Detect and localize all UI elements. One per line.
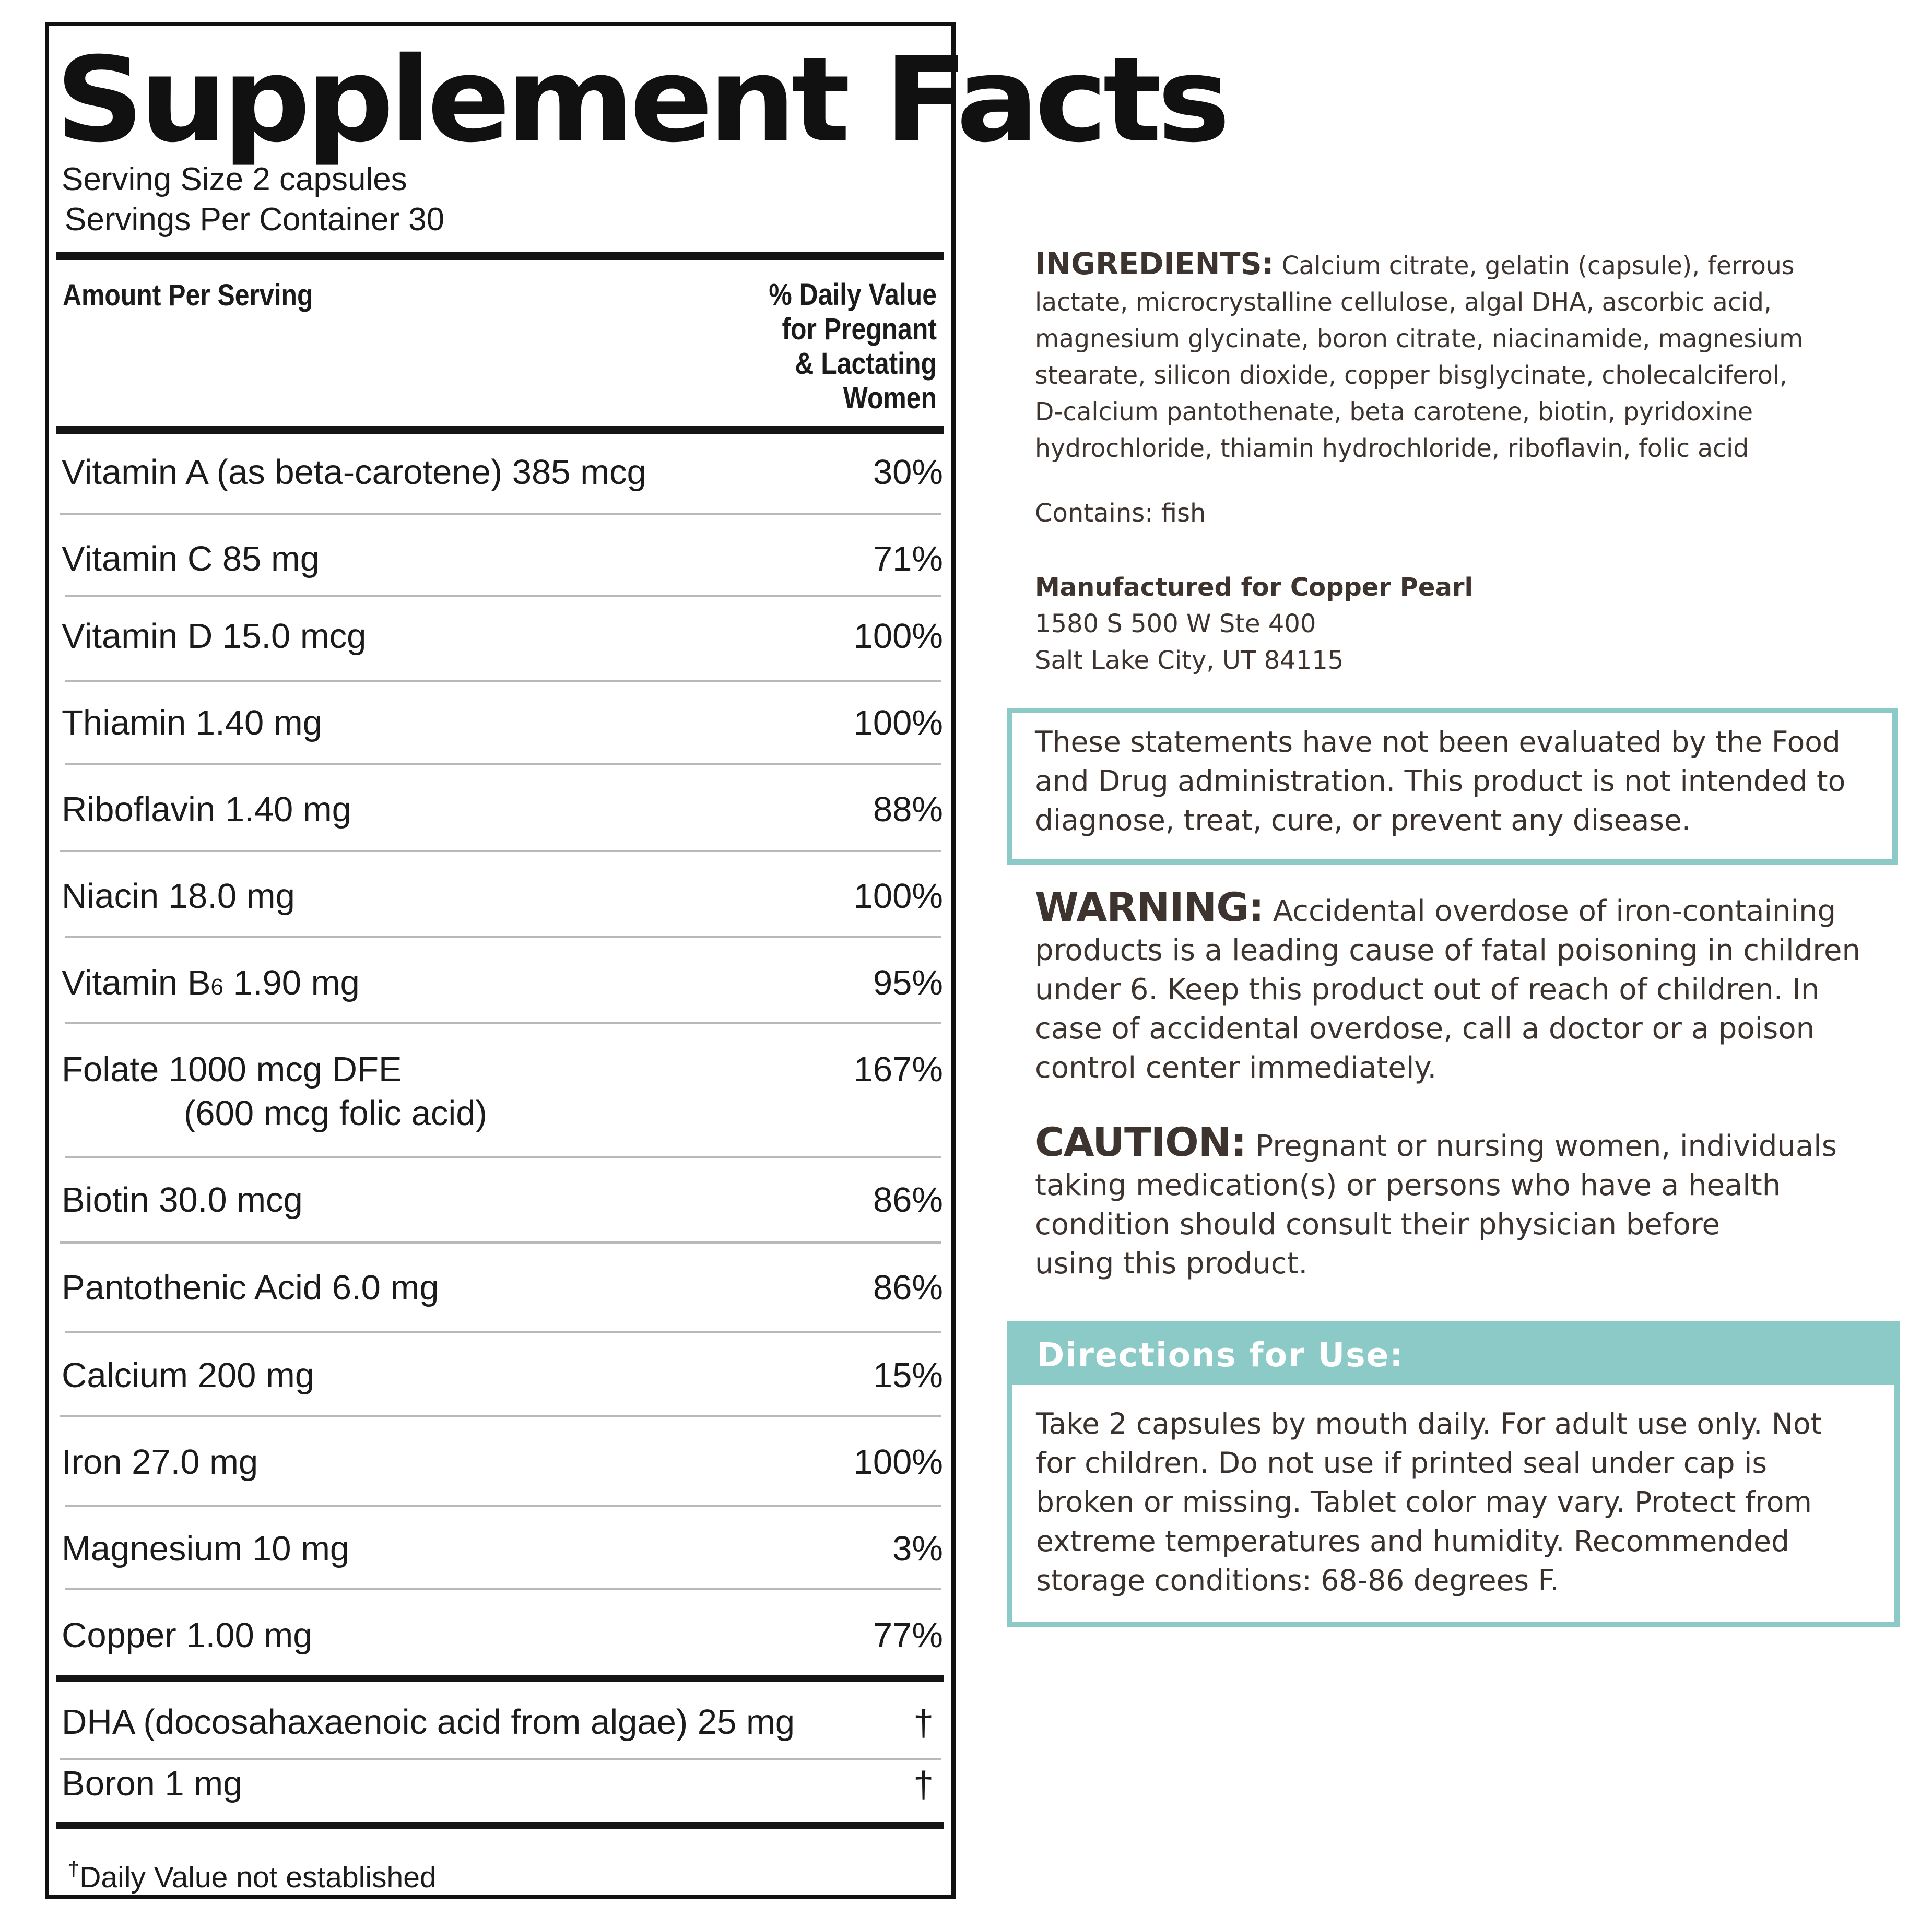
nutrient-dv: 15% <box>873 1356 943 1395</box>
nutrient-name: Pantothenic Acid 6.0 mg <box>62 1268 439 1307</box>
footnote <box>68 1858 437 1895</box>
nutrient-name: Vitamin D 15.0 mcg <box>62 617 367 656</box>
warning-line: control center immediately. <box>1035 1051 1437 1085</box>
nutrient-name: Iron 27.0 mg <box>62 1442 258 1482</box>
warning-line: case of accidental overdose, call a doctor or a poison <box>1035 1012 1815 1046</box>
dv-header-line: for Pregnant <box>782 312 937 346</box>
nutrient-name: Calcium 200 mg <box>62 1356 315 1395</box>
row-divider <box>65 936 941 938</box>
nutrient-name: Niacin 18.0 mg <box>62 877 295 916</box>
row-divider <box>65 1588 941 1590</box>
row-divider <box>65 1331 941 1333</box>
nutrient-name: Magnesium 10 mg <box>62 1529 350 1568</box>
ingredients-line <box>1035 245 1803 284</box>
other-ingredient-name: DHA (docosahaxaenoic acid from algae) 25 mg <box>62 1702 795 1742</box>
fda-disclaimer-box <box>1007 708 1898 865</box>
ingredients-block <box>1035 245 1803 467</box>
directions-line: for children. Do not use if printed seal under cap is <box>1036 1446 1768 1480</box>
caution-line: using this product. <box>1035 1247 1308 1281</box>
nutrient-dv: 100% <box>853 617 943 656</box>
dv-header-line: Women <box>843 381 937 415</box>
daily-value-header <box>769 278 937 416</box>
nutrient-dv: 71% <box>873 539 943 578</box>
row-divider <box>60 513 941 515</box>
nutrient-dv: 100% <box>853 877 943 916</box>
nutrient-dv: 100% <box>853 1442 943 1482</box>
directions-title: Directions for Use: <box>1012 1326 1894 1385</box>
nutrient-amount: 1.90 mg <box>223 963 360 1002</box>
nutrient-name: Folate 1000 mcg DFE <box>62 1050 402 1089</box>
row-divider <box>65 1022 941 1024</box>
fda-disclaimer-text <box>1035 723 1845 840</box>
caution-line <box>1035 1119 1837 1166</box>
row-divider <box>60 1758 941 1760</box>
thick-divider <box>56 426 944 434</box>
manufacturer-address-line: 1580 S 500 W Ste 400 <box>1035 609 1316 638</box>
nutrient-name-text: Vitamin B <box>62 963 211 1002</box>
ingredients-line: D-calcium pantothenate, beta carotene, biotin, pyridoxine <box>1035 397 1753 427</box>
caution-text: Pregnant or nursing women, individuals <box>1255 1129 1837 1163</box>
directions-line: storage conditions: 68-86 degrees F. <box>1036 1564 1559 1597</box>
directions-line: broken or missing. Tablet color may vary. Protect from <box>1036 1485 1812 1519</box>
dv-header-line: & Lactating <box>795 347 937 381</box>
row-divider <box>65 763 941 765</box>
nutrient-dv: 167% <box>853 1050 943 1089</box>
footnote-text: Daily Value not established <box>79 1861 437 1894</box>
caution-line: condition should consult their physician before <box>1035 1208 1720 1241</box>
warning-line: under 6. Keep this product out of reach of children. In <box>1035 973 1820 1007</box>
nutrient-name <box>62 963 360 1003</box>
thick-divider <box>56 1675 944 1682</box>
nutrient-dv: 100% <box>853 703 943 742</box>
nutrient-dv: 86% <box>873 1268 943 1307</box>
row-divider <box>65 1156 941 1158</box>
manufacturer-block <box>1035 569 1473 679</box>
amount-per-serving-header: Amount Per Serving <box>63 278 313 312</box>
row-divider <box>65 595 941 597</box>
row-divider <box>60 1241 941 1244</box>
servings-per-container: Servings Per Container 30 <box>65 202 445 238</box>
nutrient-dv: 3% <box>892 1529 943 1568</box>
thick-divider <box>56 1822 944 1829</box>
nutrient-name-line2: (600 mcg folic acid) <box>184 1094 487 1133</box>
warning-text: Accidental overdose of iron-containing <box>1273 894 1836 928</box>
nutrient-name: Vitamin A (as beta-carotene) 385 mcg <box>62 453 646 492</box>
nutrient-dv: 30% <box>873 453 943 492</box>
warning-line <box>1035 884 1860 931</box>
nutrient-name: Riboflavin 1.40 mg <box>62 790 351 829</box>
ingredients-label: INGREDIENTS: <box>1035 246 1274 281</box>
caution-line: taking medication(s) or persons who have a health <box>1035 1168 1781 1202</box>
fda-line: diagnose, treat, cure, or prevent any disease. <box>1035 803 1691 837</box>
nutrient-subscript: 6 <box>210 974 223 1000</box>
directions-box <box>1007 1321 1900 1627</box>
nutrient-name: Thiamin 1.40 mg <box>62 703 322 742</box>
fda-line: These statements have not been evaluated by the Food <box>1035 725 1841 759</box>
ingredients-line: hydrochloride, thiamin hydrochloride, riboflavin, folic acid <box>1035 434 1749 463</box>
footnote-mark: † <box>68 1858 80 1880</box>
manufacturer-name: Manufactured for Copper Pearl <box>1035 573 1473 602</box>
ingredients-line: stearate, silicon dioxide, copper bisglycinate, cholecalciferol, <box>1035 361 1787 390</box>
warning-block <box>1035 884 1860 1087</box>
directions-line: extreme temperatures and humidity. Recommended <box>1036 1524 1789 1558</box>
dagger-mark: † <box>913 1764 934 1805</box>
nutrient-name: Vitamin C 85 mg <box>62 539 320 578</box>
nutrient-dv: 86% <box>873 1180 943 1220</box>
warning-line: products is a leading cause of fatal poisoning in children <box>1035 933 1860 967</box>
fda-line: and Drug administration. This product is not intended to <box>1035 764 1846 798</box>
ingredients-text: Calcium citrate, gelatin (capsule), ferrous <box>1281 251 1795 280</box>
contains-allergen: Contains: fish <box>1035 499 1206 528</box>
thick-divider <box>56 252 944 260</box>
dagger-mark: † <box>913 1702 934 1743</box>
manufacturer-address-line: Salt Lake City, UT 84115 <box>1035 646 1344 675</box>
caution-block <box>1035 1119 1837 1283</box>
nutrient-dv: 77% <box>873 1616 943 1655</box>
other-ingredient-name: Boron 1 mg <box>62 1764 243 1803</box>
nutrient-dv: 95% <box>873 963 943 1002</box>
caution-label: CAUTION: <box>1035 1119 1246 1165</box>
nutrient-name: Copper 1.00 mg <box>62 1616 313 1655</box>
warning-label: WARNING: <box>1035 884 1264 930</box>
nutrient-dv: 88% <box>873 790 943 829</box>
ingredients-line: magnesium glycinate, boron citrate, niacinamide, magnesium <box>1035 324 1804 353</box>
directions-line: Take 2 capsules by mouth daily. For adult use only. Not <box>1036 1407 1822 1440</box>
nutrient-name: Biotin 30.0 mcg <box>62 1180 303 1220</box>
dv-header-line: % Daily Value <box>769 278 937 312</box>
facts-title: Supplement Facts <box>55 32 1226 169</box>
serving-size: Serving Size 2 capsules <box>62 161 407 197</box>
row-divider <box>60 850 941 852</box>
row-divider <box>65 680 941 682</box>
ingredients-line: lactate, microcrystalline cellulose, algal DHA, ascorbic acid, <box>1035 288 1772 317</box>
row-divider <box>60 1415 941 1417</box>
row-divider <box>65 1505 941 1507</box>
directions-text <box>1036 1404 1822 1600</box>
